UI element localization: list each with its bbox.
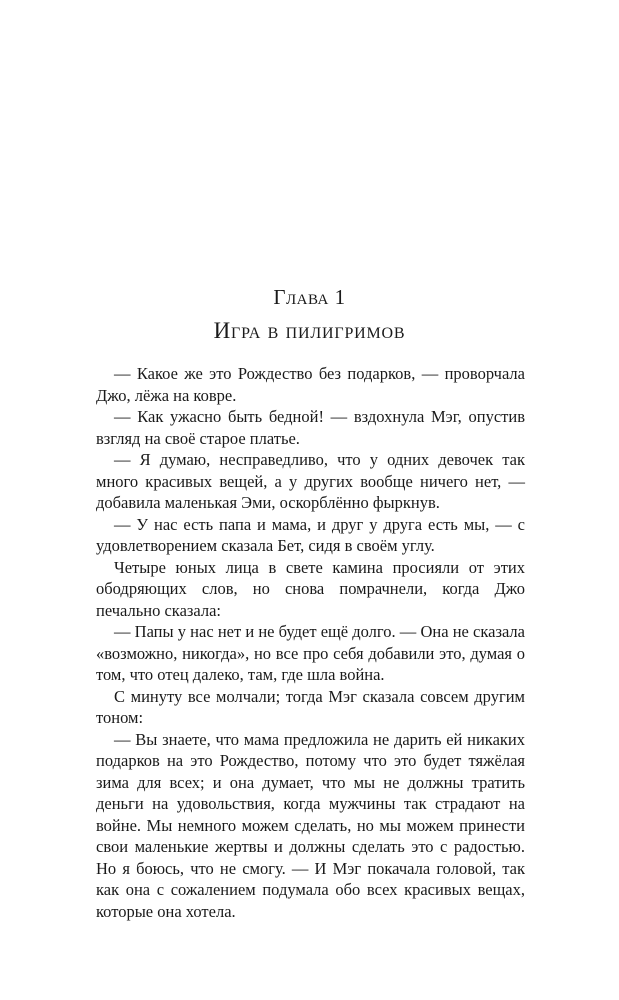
paragraph: — У нас есть папа и мама, и друг у друга есть мы, — с удовлетворением сказала Бет, сидя в своём углу. xyxy=(96,514,525,555)
paragraph: — Я думаю, несправедливо, что у одних девочек так много красивых вещей, а у других вообще ничего нет, — добавила маленькая Эми, оскорблённо фыркнув. xyxy=(96,450,525,512)
paragraph: — Как ужасно быть бедной! — вздохнула Мэг, опустив взгляд на своё старое платье. xyxy=(96,407,525,448)
paragraph: С минуту все молчали; тогда Мэг сказала совсем другим тоном: xyxy=(96,686,525,727)
paragraph: — Какое же это Рождество без подарков, — проворчала Джо, лёжа на ковре. xyxy=(96,364,525,405)
chapter-body xyxy=(96,363,525,922)
paragraph: — Папы у нас нет и не будет ещё долго. — Она не сказала «возможно, никогда», но все про себя добавили это, думая о том, что отец далеко, там, где шла война. xyxy=(96,622,525,684)
paragraph: Четыре юных лица в свете камина просияли от этих ободряющих слов, но снова помрачнели, когда Джо печально сказала: xyxy=(96,557,525,620)
chapter-title: Игра в пилигримов xyxy=(213,318,406,343)
paragraph: — Вы знаете, что мама предложила не дарить ей никаких подарков на это Рождество, потому что это будет тяжёлая зима для всех; и она думает, что мы не должны тратить деньги на удовольствия, когда мужчины так страдают на войне. Мы немного можем сделать, но мы можем принести свои маленькие жертвы и должны сделать это с радостью. Но я боюсь, что не смогу. — И Мэг покачала головой, так как она с сожалением подумала обо всех красивых вещах, которые она хотела. xyxy=(96,729,525,921)
chapter-number: Глава 1 xyxy=(273,285,346,309)
